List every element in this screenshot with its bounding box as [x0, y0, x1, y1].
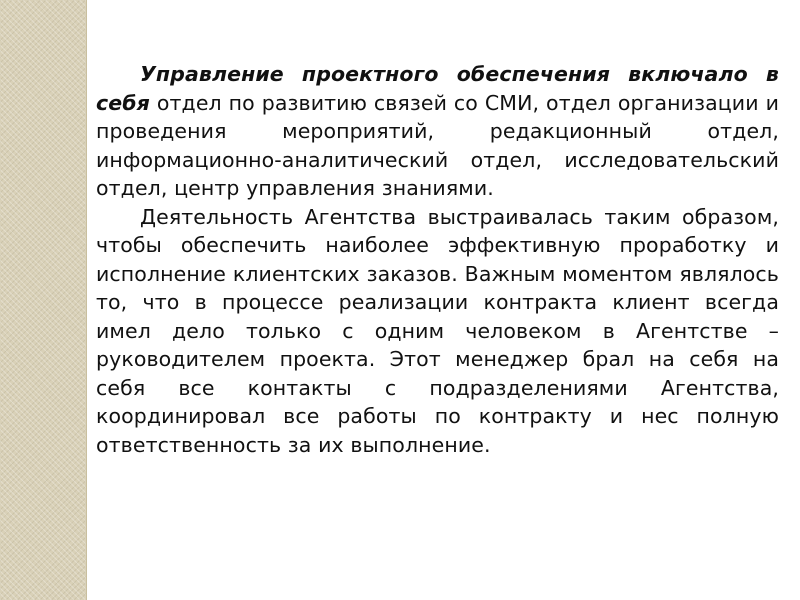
paragraph-1-body: отдел по развитию связей со СМИ, отдел организации и проведения мероприятий, редакционный отдел, информационно-аналитический отдел, исследовательский отдел, центр управления знаниями. — [96, 90, 779, 200]
paragraph-1 — [96, 60, 779, 203]
paragraph-1-lead: Управление проектного обеспечения включало в себя — [96, 62, 779, 115]
paragraph-2: Деятельность Агентства выстраивалась таким образом, чтобы обеспечить наиболее эффективную проработку и исполнение клиентских заказов. Важным моментом являлось то, что в процессе реализации контракта клиент всегда имел дело только с одним человеком в Агентстве – руководителем проекта. Этот менеджер брал на себя на себя все контакты с подразделениями Агентства, координировал все работы по контракту и нес полную ответственность за их выполнение. — [96, 204, 779, 457]
side-divider — [86, 0, 87, 600]
decorative-side-band — [0, 0, 86, 600]
slide-body-text — [96, 60, 779, 459]
